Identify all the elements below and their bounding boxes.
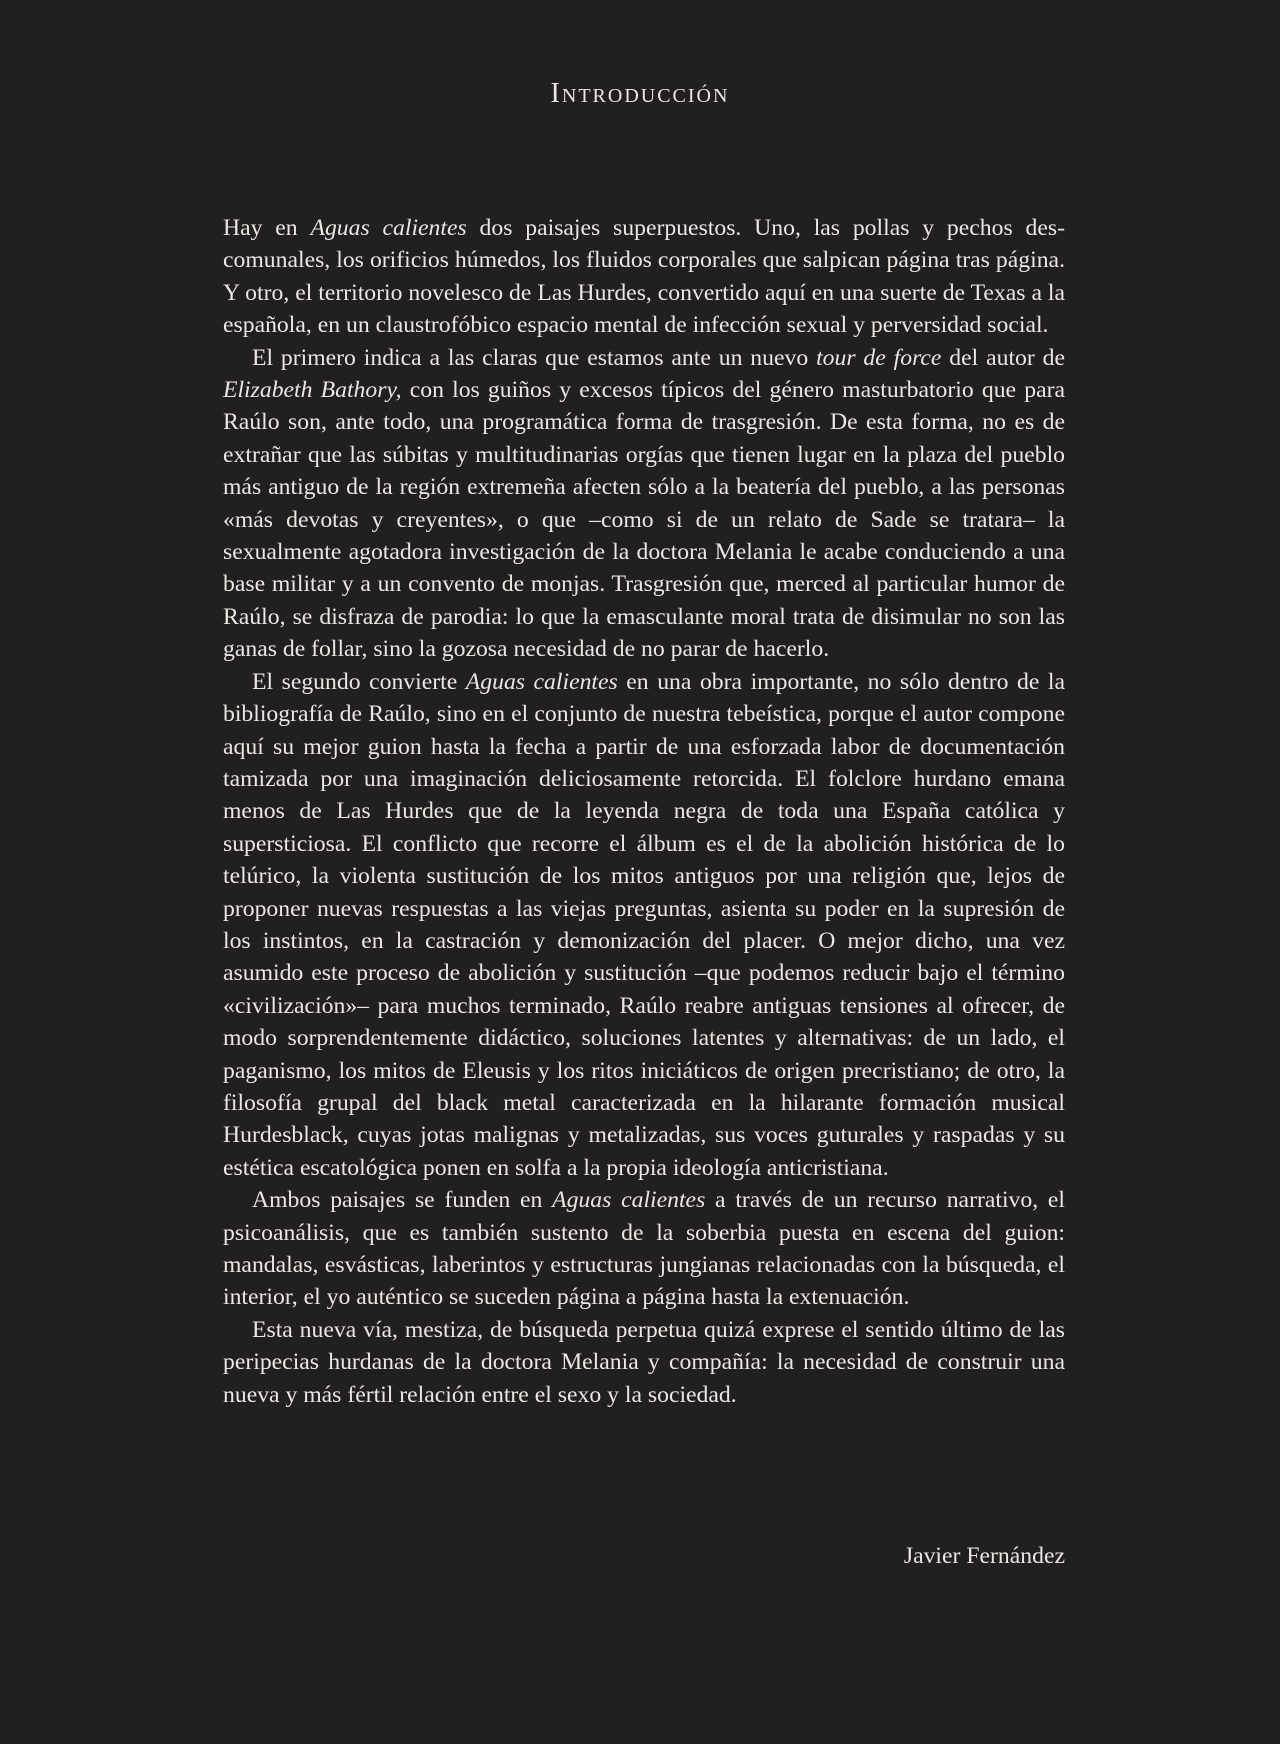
paragraph xyxy=(223,666,1065,1185)
paragraph-text: del autor de xyxy=(941,344,1066,371)
paragraph-text: Esta nueva vía, mestiza, de búsqueda perpetua quizá exprese el sentido último de las peripecias hurdanas de la doctora Melania y compañía: la necesidad de construir una nueva y más fértil relación entre el sexo y la sociedad. xyxy=(223,1316,1065,1408)
italic-text: Aguas calientes xyxy=(310,215,467,241)
paragraph xyxy=(223,1314,1065,1411)
paragraph-text: El segundo convierte xyxy=(252,668,466,695)
paragraph xyxy=(223,212,1065,342)
paragraph xyxy=(223,1184,1065,1314)
page-title: Introducción xyxy=(550,78,730,109)
paragraph-text: dos paisajes superpuestos. Uno, las pollas y pechos descomunales, los orificios húmedos, los fluidos corporales que salpican página tras página. Y otro, el territorio novelesco de Las Hurdes, convertido aquí en una suerte de Texas a la española, en un claustrofóbico espacio mental de infección sexual y perversidad social. xyxy=(223,215,1065,339)
paragraph xyxy=(223,342,1065,666)
paragraph-text: Hay en xyxy=(223,215,311,241)
introduction-text xyxy=(223,212,1065,1411)
italic-text: Elizabeth Bathory, xyxy=(223,377,402,404)
italic-text: Aguas calientes xyxy=(465,668,618,695)
italic-text: Aguas calientes xyxy=(552,1187,706,1214)
author-signature: Javier Fernández xyxy=(903,1543,1065,1569)
paragraph-text: en una obra importante, no sólo dentro de la bibliografía de Raúlo, sino en el conjunto de nuestra tebeística, porque el autor compone aquí su mejor guion hasta la fecha a partir de una esforzada labor de documentación tamizada por una imaginación deliciosamente retorcida. El folclore hurdano emana menos de Las Hurdes que de la leyenda negra de toda una España católica y supersticiosa. El conflicto que recorre el álbum es el de la abolición histórica de lo telúrico, la violenta sustitución de los mitos antiguos por una religión que, lejos de proponer nuevas respuestas a las viejas preguntas, asienta su poder en la supresión de los instintos, en la castración y demonización del placer. O mejor dicho, una vez asumido este proceso de abolición y sustitución –que podemos reducir bajo el término «civilización»– para muchos terminado, Raúlo reabre antiguas tensiones al ofrecer, de modo sorprendentemente didáctico, soluciones latentes y alternativas: de un lado, el paganismo, los mitos de Eleusis y los ritos iniciáticos de origen precristiano; de otro, la filosofía grupal del black metal caracterizada en la hilarante formación musical Hurdesblack, cuyas jotas malignas y metalizadas, sus voces guturales y raspadas y su estética escatológica ponen en solfa a la propia ideología anticristiana. xyxy=(223,668,1066,1181)
paragraph-text: Ambos paisajes se funden en xyxy=(252,1187,553,1214)
paragraph-text: a través de un recurso narrativo, el psicoanálisis, que es también sustento de la soberbia puesta en escena del guion: mandalas, esvásticas, laberintos y estructuras jungianas relacionadas con la búsqueda, el interior, el yo auténtico se suceden página a página hasta la extenuación. xyxy=(223,1187,1065,1311)
italic-text: tour de force xyxy=(816,344,942,371)
paragraph-text: con los guiños y excesos típicos del género masturbatorio que para Raúlo son, ante todo, una programática forma de trasgresión. De esta forma, no es de extrañar que las súbitas y multitudinarias orgías que tienen lugar en la plaza del pueblo más antiguo de la región extremeña afecten sólo a la beatería del pueblo, a las personas «más devotas y creyentes», o que –como si de un relato de Sade se tratara– la sexualmente agotadora investigación de la doctora Melania le acabe conduciendo a una base militar y a un convento de monjas. Trasgresión que, merced al particular humor de Raúlo, se disfraza de parodia: lo que la emasculante moral trata de disimular no son las ganas de follar, sino la gozosa necesidad de no parar de hacerlo. xyxy=(223,377,1065,663)
paragraph-text: El primero indica a las claras que estamos ante un nuevo xyxy=(252,344,817,371)
